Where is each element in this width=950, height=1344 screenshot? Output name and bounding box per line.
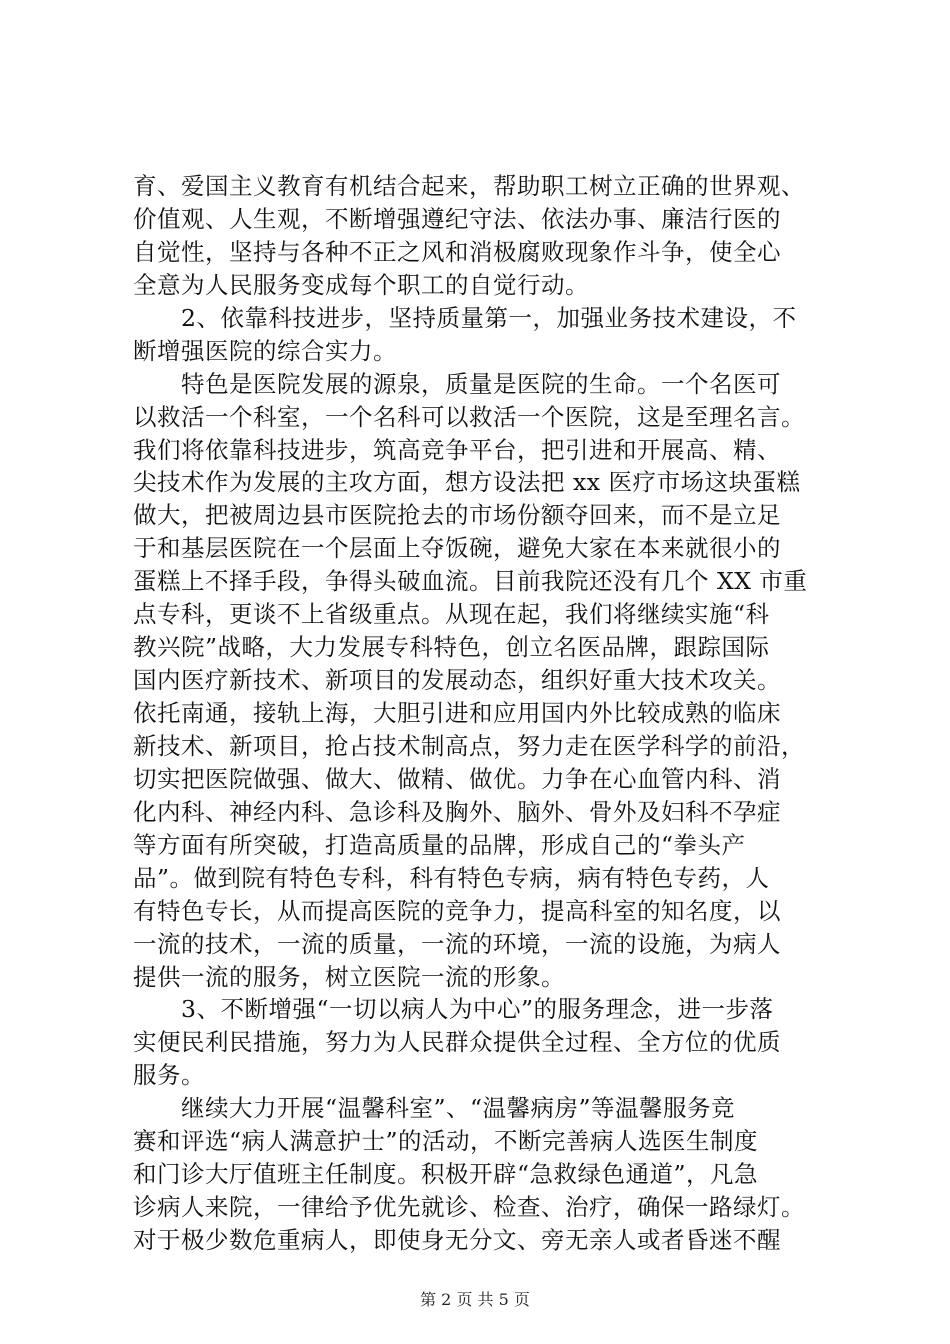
- text-line: 等方面有所突破，打造高质量的品牌，形成自己的“拳头产: [133, 831, 746, 859]
- text-line: 做大，把被周边县市医院抢去的市场份额夺回来，而不是立足: [133, 501, 781, 529]
- text-line: 特色是医院发展的源泉，质量是医院的生命。一个名医可: [133, 370, 781, 398]
- text-line: 蛋糕上不择手段，争得头破血流。目前我院还没有几个 XX 市重: [133, 567, 808, 595]
- text-line: 继续大力开展“温馨科室”、“温馨病房”等温馨服务竞: [133, 1094, 736, 1122]
- text-line: 2、依靠科技进步，坚持质量第一，加强业务技术建设，不: [133, 304, 797, 332]
- text-line: 全意为人民服务变成每个职工的自觉行动。: [133, 271, 589, 299]
- text-line: 服务。: [133, 1061, 205, 1089]
- text-line: 教兴院”战略，大力发展专科特色，创立名医品牌，跟踪国际: [133, 633, 770, 661]
- text-line: 切实把医院做强、做大、做精、做优。力争在心血管内科、消: [133, 765, 781, 793]
- text-line: 和门诊大厅值班主任制度。积极开辟“急救绿色通道”，凡急: [133, 1160, 759, 1188]
- text-line: 依托南通，接轨上海，大胆引进和应用国内外比较成熟的临床: [133, 699, 781, 727]
- text-line: 国内医疗新技术、新项目的发展动态，组织好重大技术攻关。: [133, 666, 781, 694]
- text-line: 品”。做到院有特色专科，科有特色专病，病有特色专药，人: [133, 864, 770, 892]
- text-line: 价值观、人生观，不断增强遵纪守法、依法办事、廉洁行医的: [133, 205, 781, 233]
- text-line: 断增强医院的综合实力。: [133, 337, 397, 365]
- text-line: 化内科、神经内科、急诊科及胸外、脑外、骨外及妇科不孕症: [133, 798, 781, 826]
- text-line: 实便民利民措施，努力为人民群众提供全过程、全方位的优质: [133, 1028, 781, 1056]
- text-line: 点专科，更谈不上省级重点。从现在起，我们将继续实施“科: [133, 600, 770, 628]
- text-line: 3、不断增强“一切以病人为中心”的服务理念，进一步落: [133, 995, 774, 1023]
- text-line: 赛和评选“病人满意护士”的活动，不断完善病人选医生制度: [133, 1127, 759, 1155]
- text-line: 一流的技术，一流的质量，一流的环境，一流的设施，为病人: [133, 930, 781, 958]
- text-line: 对于极少数危重病人，即使身无分文、旁无亲人或者昏迷不醒: [133, 1226, 781, 1254]
- text-line: 新技术、新项目，抢占技术制高点，努力走在医学科学的前沿，: [133, 732, 805, 760]
- text-line: 诊病人来院，一律给予优先就诊、检查、治疗，确保一路绿灯。: [133, 1193, 805, 1221]
- text-line: 有特色专长，从而提高医院的竞争力，提高科室的知名度，以: [133, 897, 781, 925]
- page-footer: 第 2 页 共 5 页: [420, 1290, 530, 1309]
- text-line: 以救活一个科室，一个名科可以救活一个医院，这是至理名言。: [133, 403, 805, 431]
- text-line: 于和基层医院在一个层面上夺饭碗，避免大家在本来就很小的: [133, 534, 781, 562]
- text-line: 提供一流的服务，树立医院一流的形象。: [133, 963, 565, 991]
- text-line: 尖技术作为发展的主攻方面，想方设法把 xx 医疗市场这块蛋糕: [133, 468, 801, 496]
- text-line: 我们将依靠科技进步，筑高竞争平台，把引进和开展高、精、: [133, 436, 781, 464]
- text-line: 自觉性，坚持与各种不正之风和消极腐败现象作斗争，使全心: [133, 238, 781, 266]
- text-line: 育、爱国主义教育有机结合起来，帮助职工树立正确的世界观、: [133, 172, 805, 200]
